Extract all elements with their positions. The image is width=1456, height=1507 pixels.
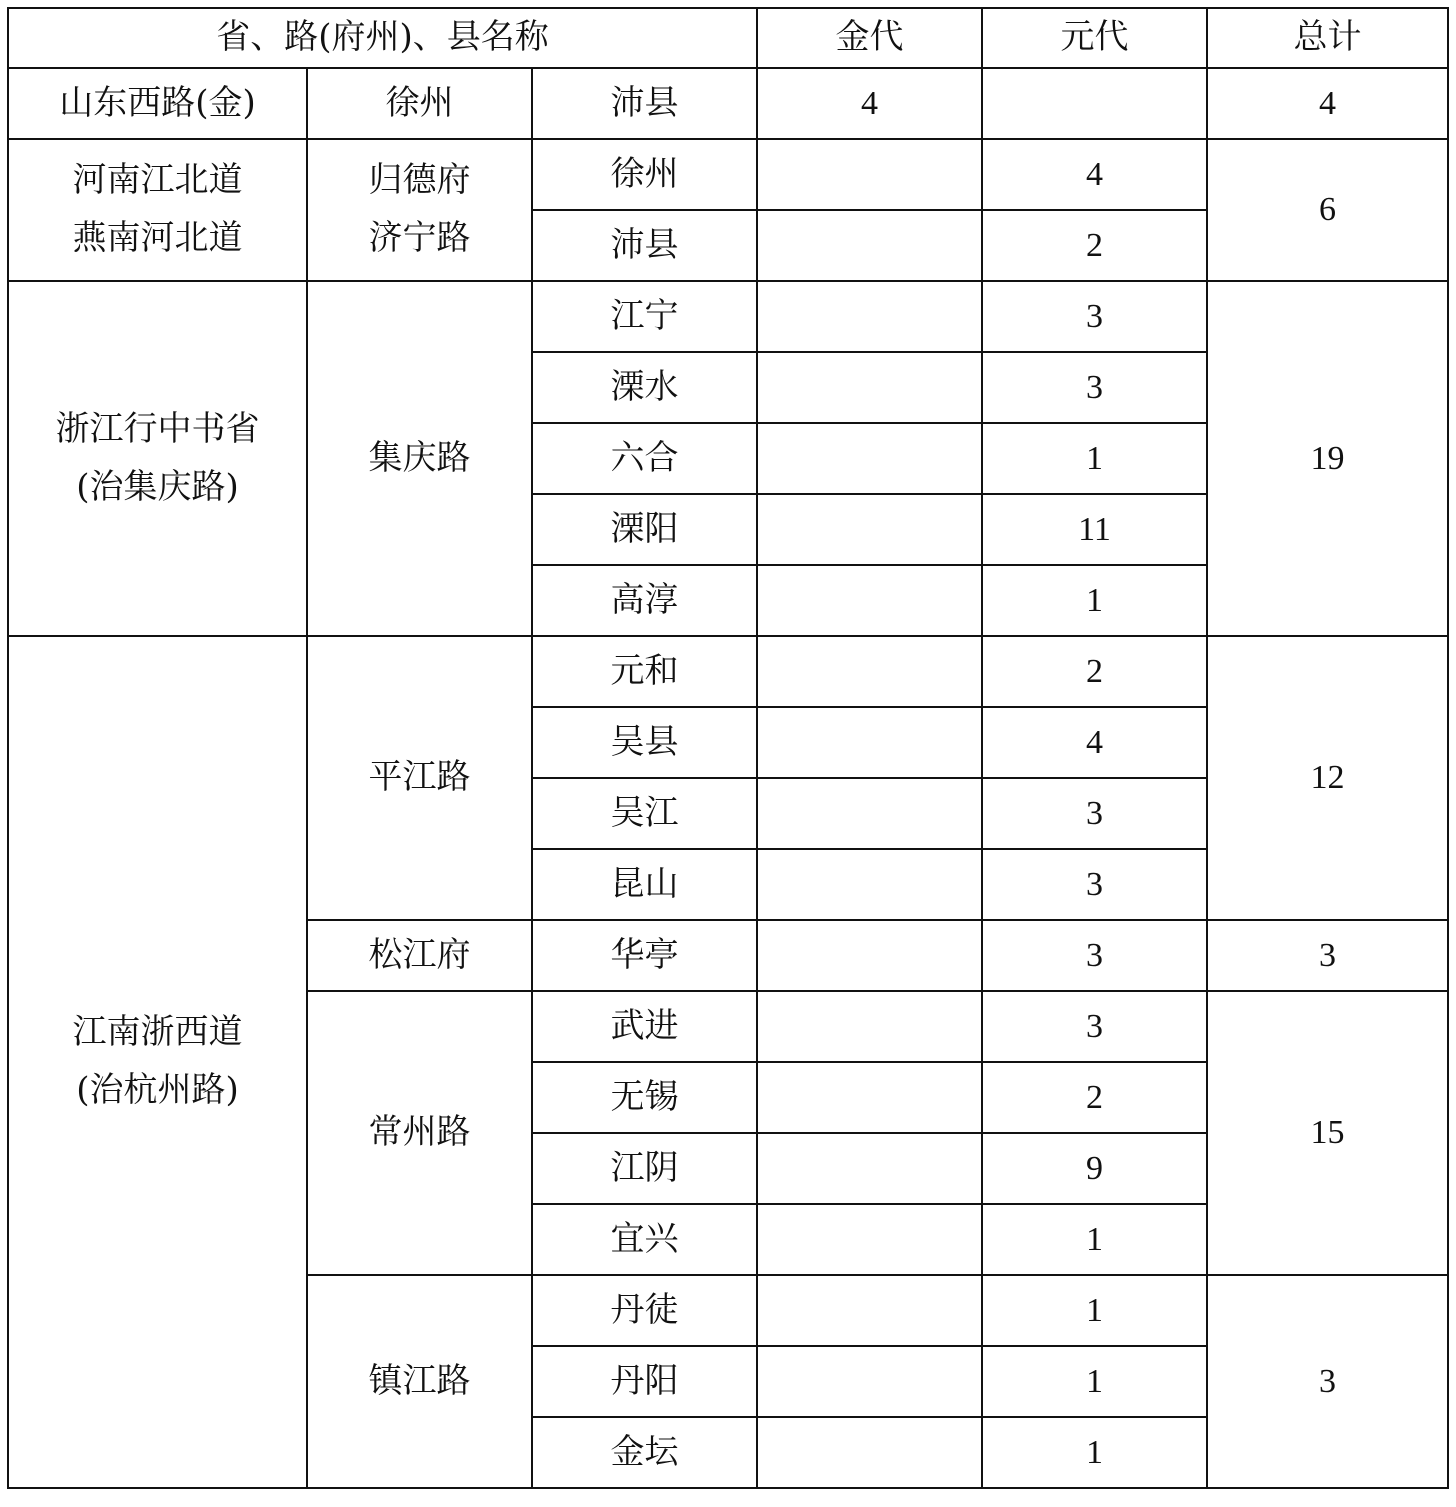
province-line: (治杭州路) [76, 1070, 239, 1110]
province-cell [8, 281, 307, 636]
total-cell: 12 [1207, 636, 1448, 920]
yuan-cell: 1 [982, 423, 1207, 494]
jin-cell [757, 636, 982, 707]
yuan-cell: 1 [982, 1204, 1207, 1275]
total-cell: 4 [1207, 68, 1448, 139]
province-line: 浙江行中书省 [55, 408, 260, 449]
yuan-cell: 3 [982, 991, 1207, 1062]
route-cell: 集庆路 [307, 281, 532, 636]
county-cell: 吴江 [532, 778, 757, 849]
jin-cell [757, 1346, 982, 1417]
jin-cell [757, 707, 982, 778]
header-row [8, 8, 1448, 68]
county-cell: 元和 [532, 636, 757, 707]
jin-cell [757, 778, 982, 849]
province-cell [8, 139, 307, 281]
province-line: 河南江北道 [72, 160, 243, 201]
county-cell: 沛县 [532, 210, 757, 281]
county-cell: 溧水 [532, 352, 757, 423]
province-line: (治集庆路) [76, 466, 239, 507]
yuan-cell: 3 [982, 849, 1207, 920]
county-cell: 吴县 [532, 707, 757, 778]
table-row [8, 281, 1448, 352]
county-cell: 六合 [532, 423, 757, 494]
province-line: 燕南河北道 [72, 218, 243, 258]
yuan-cell: 2 [982, 210, 1207, 281]
jin-cell [757, 210, 982, 281]
route-cell: 镇江路 [307, 1275, 532, 1488]
stats-table [7, 7, 1449, 1489]
province-line: 江南浙西道 [72, 1012, 243, 1053]
route-cell: 徐州 [307, 68, 532, 139]
total-cell: 6 [1207, 139, 1448, 281]
county-cell: 江阴 [532, 1133, 757, 1204]
total-cell: 3 [1207, 1275, 1448, 1488]
county-cell: 无锡 [532, 1062, 757, 1133]
county-cell: 沛县 [532, 68, 757, 139]
jin-cell [757, 1275, 982, 1346]
jin-cell [757, 991, 982, 1062]
yuan-cell: 9 [982, 1133, 1207, 1204]
county-cell: 江宁 [532, 281, 757, 352]
jin-cell [757, 849, 982, 920]
jin-cell [757, 920, 982, 991]
county-cell: 溧阳 [532, 494, 757, 565]
yuan-cell: 2 [982, 1062, 1207, 1133]
jin-cell [757, 1062, 982, 1133]
county-cell: 高淳 [532, 565, 757, 636]
yuan-cell: 11 [982, 494, 1207, 565]
jin-cell [757, 1133, 982, 1204]
header-yuan: 元代 [982, 8, 1207, 68]
route-cell: 松江府 [307, 920, 532, 991]
yuan-cell: 4 [982, 707, 1207, 778]
header-name: 省、路(府州)、县名称 [8, 8, 757, 68]
jin-cell [757, 352, 982, 423]
county-cell: 徐州 [532, 139, 757, 210]
table-row [8, 636, 1448, 707]
county-cell: 宜兴 [532, 1204, 757, 1275]
yuan-cell: 3 [982, 281, 1207, 352]
county-cell: 丹阳 [532, 1346, 757, 1417]
total-cell: 15 [1207, 991, 1448, 1275]
province-cell: 山东西路(金) [8, 68, 307, 139]
county-cell: 丹徒 [532, 1275, 757, 1346]
yuan-cell: 3 [982, 778, 1207, 849]
jin-cell: 4 [757, 68, 982, 139]
jin-cell [757, 423, 982, 494]
jin-cell [757, 281, 982, 352]
yuan-cell: 3 [982, 920, 1207, 991]
county-cell: 武进 [532, 991, 757, 1062]
province-cell [8, 636, 307, 1488]
route-line: 济宁路 [368, 218, 471, 258]
table-row [8, 139, 1448, 210]
yuan-cell: 1 [982, 1346, 1207, 1417]
yuan-cell: 1 [982, 1275, 1207, 1346]
jin-cell [757, 1204, 982, 1275]
yuan-cell: 1 [982, 1417, 1207, 1488]
jin-cell [757, 1417, 982, 1488]
total-cell: 3 [1207, 920, 1448, 991]
route-cell: 平江路 [307, 636, 532, 920]
route-line: 归德府 [368, 160, 471, 201]
header-jin: 金代 [757, 8, 982, 68]
yuan-cell: 1 [982, 565, 1207, 636]
jin-cell [757, 139, 982, 210]
yuan-cell: 2 [982, 636, 1207, 707]
jin-cell [757, 494, 982, 565]
county-cell: 昆山 [532, 849, 757, 920]
route-cell: 常州路 [307, 991, 532, 1275]
county-cell: 华亭 [532, 920, 757, 991]
yuan-cell: 4 [982, 139, 1207, 210]
yuan-cell [982, 68, 1207, 139]
header-total: 总计 [1207, 8, 1448, 68]
route-cell [307, 139, 532, 281]
jin-cell [757, 565, 982, 636]
county-cell: 金坛 [532, 1417, 757, 1488]
table-row [8, 68, 1448, 139]
yuan-cell: 3 [982, 352, 1207, 423]
total-cell: 19 [1207, 281, 1448, 636]
